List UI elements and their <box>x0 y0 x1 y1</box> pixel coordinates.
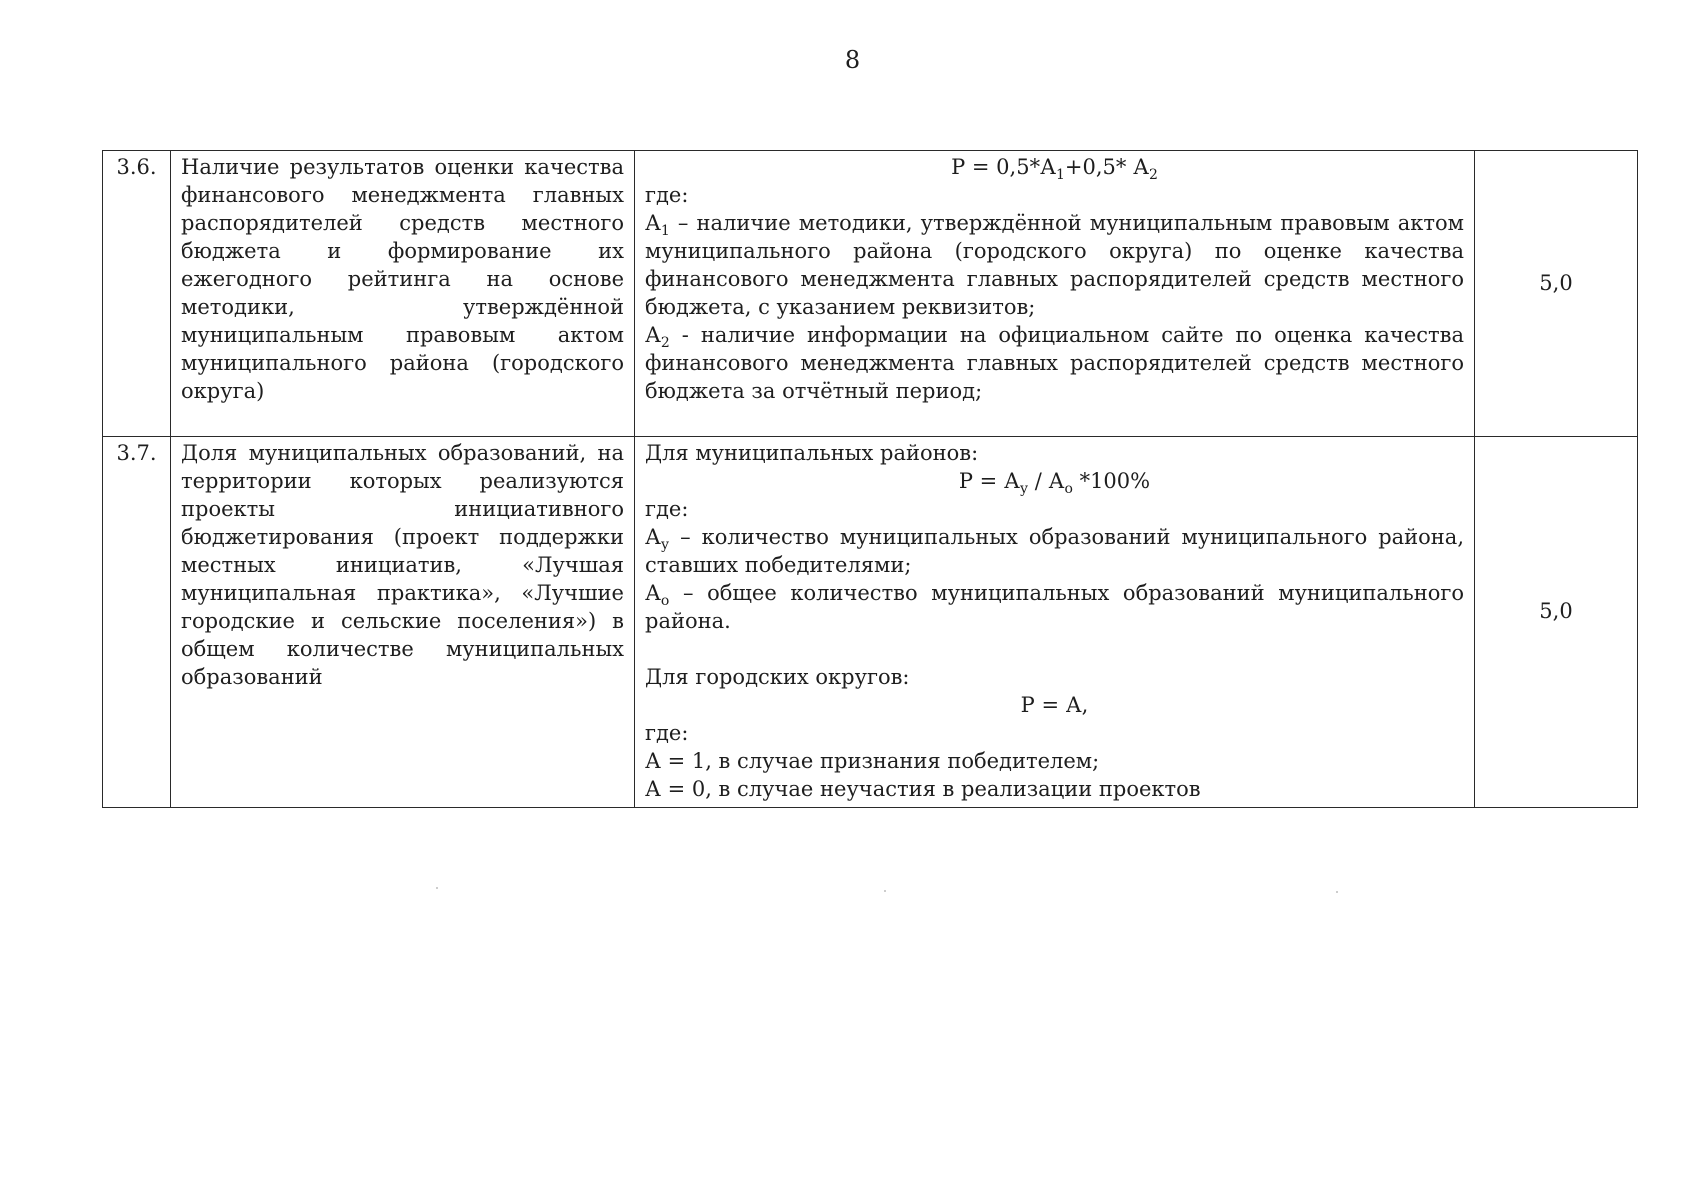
scan-speck <box>436 887 438 889</box>
scan-speck <box>884 890 886 892</box>
formula-term-ay: $А_у$ – количество муниципальных образований муниципального района, ставших победителями; <box>645 525 1464 577</box>
scan-speck <box>1336 891 1338 893</box>
score-cell <box>1475 437 1638 808</box>
formula-districts-heading: Для муниципальных районов: <box>645 441 979 465</box>
score-cell <box>1475 151 1638 437</box>
indicator-name-text: Наличие результатов оценки качества финансового менеджмента главных распорядителей средств местного бюджета и формирование их ежегодного рейтинга на основе методики, утверждённой муниципальным правовым актом муниципального района (городского округа) <box>181 155 624 403</box>
formula-okrug: Р = А, <box>1020 693 1089 717</box>
table-row <box>103 437 1638 808</box>
criteria-table <box>102 150 1638 808</box>
row-number: 3.7. <box>103 437 171 808</box>
indicator-name <box>171 151 635 437</box>
row-number: 3.6. <box>103 151 171 437</box>
score-value: 5,0 <box>1539 270 1573 295</box>
formula-case-nonparticipation: А = 0, в случае неучастия в реализации проектов <box>645 777 1201 801</box>
formula-cell <box>635 437 1475 808</box>
formula-term-a1: $А_1$ – наличие методики, утверждённой муниципальным правовым актом муниципального района (городского округа) по оценке качества финансового менеджмента главных распорядителей средств местного бюджета, с указанием реквизитов; <box>645 211 1464 319</box>
formula-main: $Р = 0,5*А_1+0,5*$ $А_2$ <box>951 155 1158 184</box>
formula-where: где: <box>645 721 689 745</box>
indicator-name-text: Доля муниципальных образований, на территории которых реализуются проекты инициативного бюджетирования (проект поддержки местных инициатив, «Лучшая муниципальная практика», «Лучшие городские и сельские поселения») в общем количестве муниципальных образований <box>181 441 624 689</box>
table-row <box>103 151 1638 437</box>
formula-cell <box>635 151 1475 437</box>
formula-term-ao: $А_о$ – общее количество муниципальных образований муниципального района. <box>645 581 1464 633</box>
page-number: 8 <box>844 46 861 74</box>
formula-main: $Р = А_у / А_о$ *100% <box>958 469 1151 498</box>
formula-where: где: <box>645 497 689 521</box>
score-value: 5,0 <box>1539 599 1573 623</box>
formula-okrug-heading: Для городских округов: <box>645 665 910 689</box>
formula-term-a2: $А_2$ - наличие информации на официальном сайте по оценка качества финансового менеджмента главных распорядителей средств местного бюджета за отчётный период; <box>645 323 1464 403</box>
formula-case-winner: А = 1, в случае признания победителем; <box>645 749 1100 773</box>
indicator-name <box>171 437 635 808</box>
formula-where: где: <box>645 183 689 207</box>
